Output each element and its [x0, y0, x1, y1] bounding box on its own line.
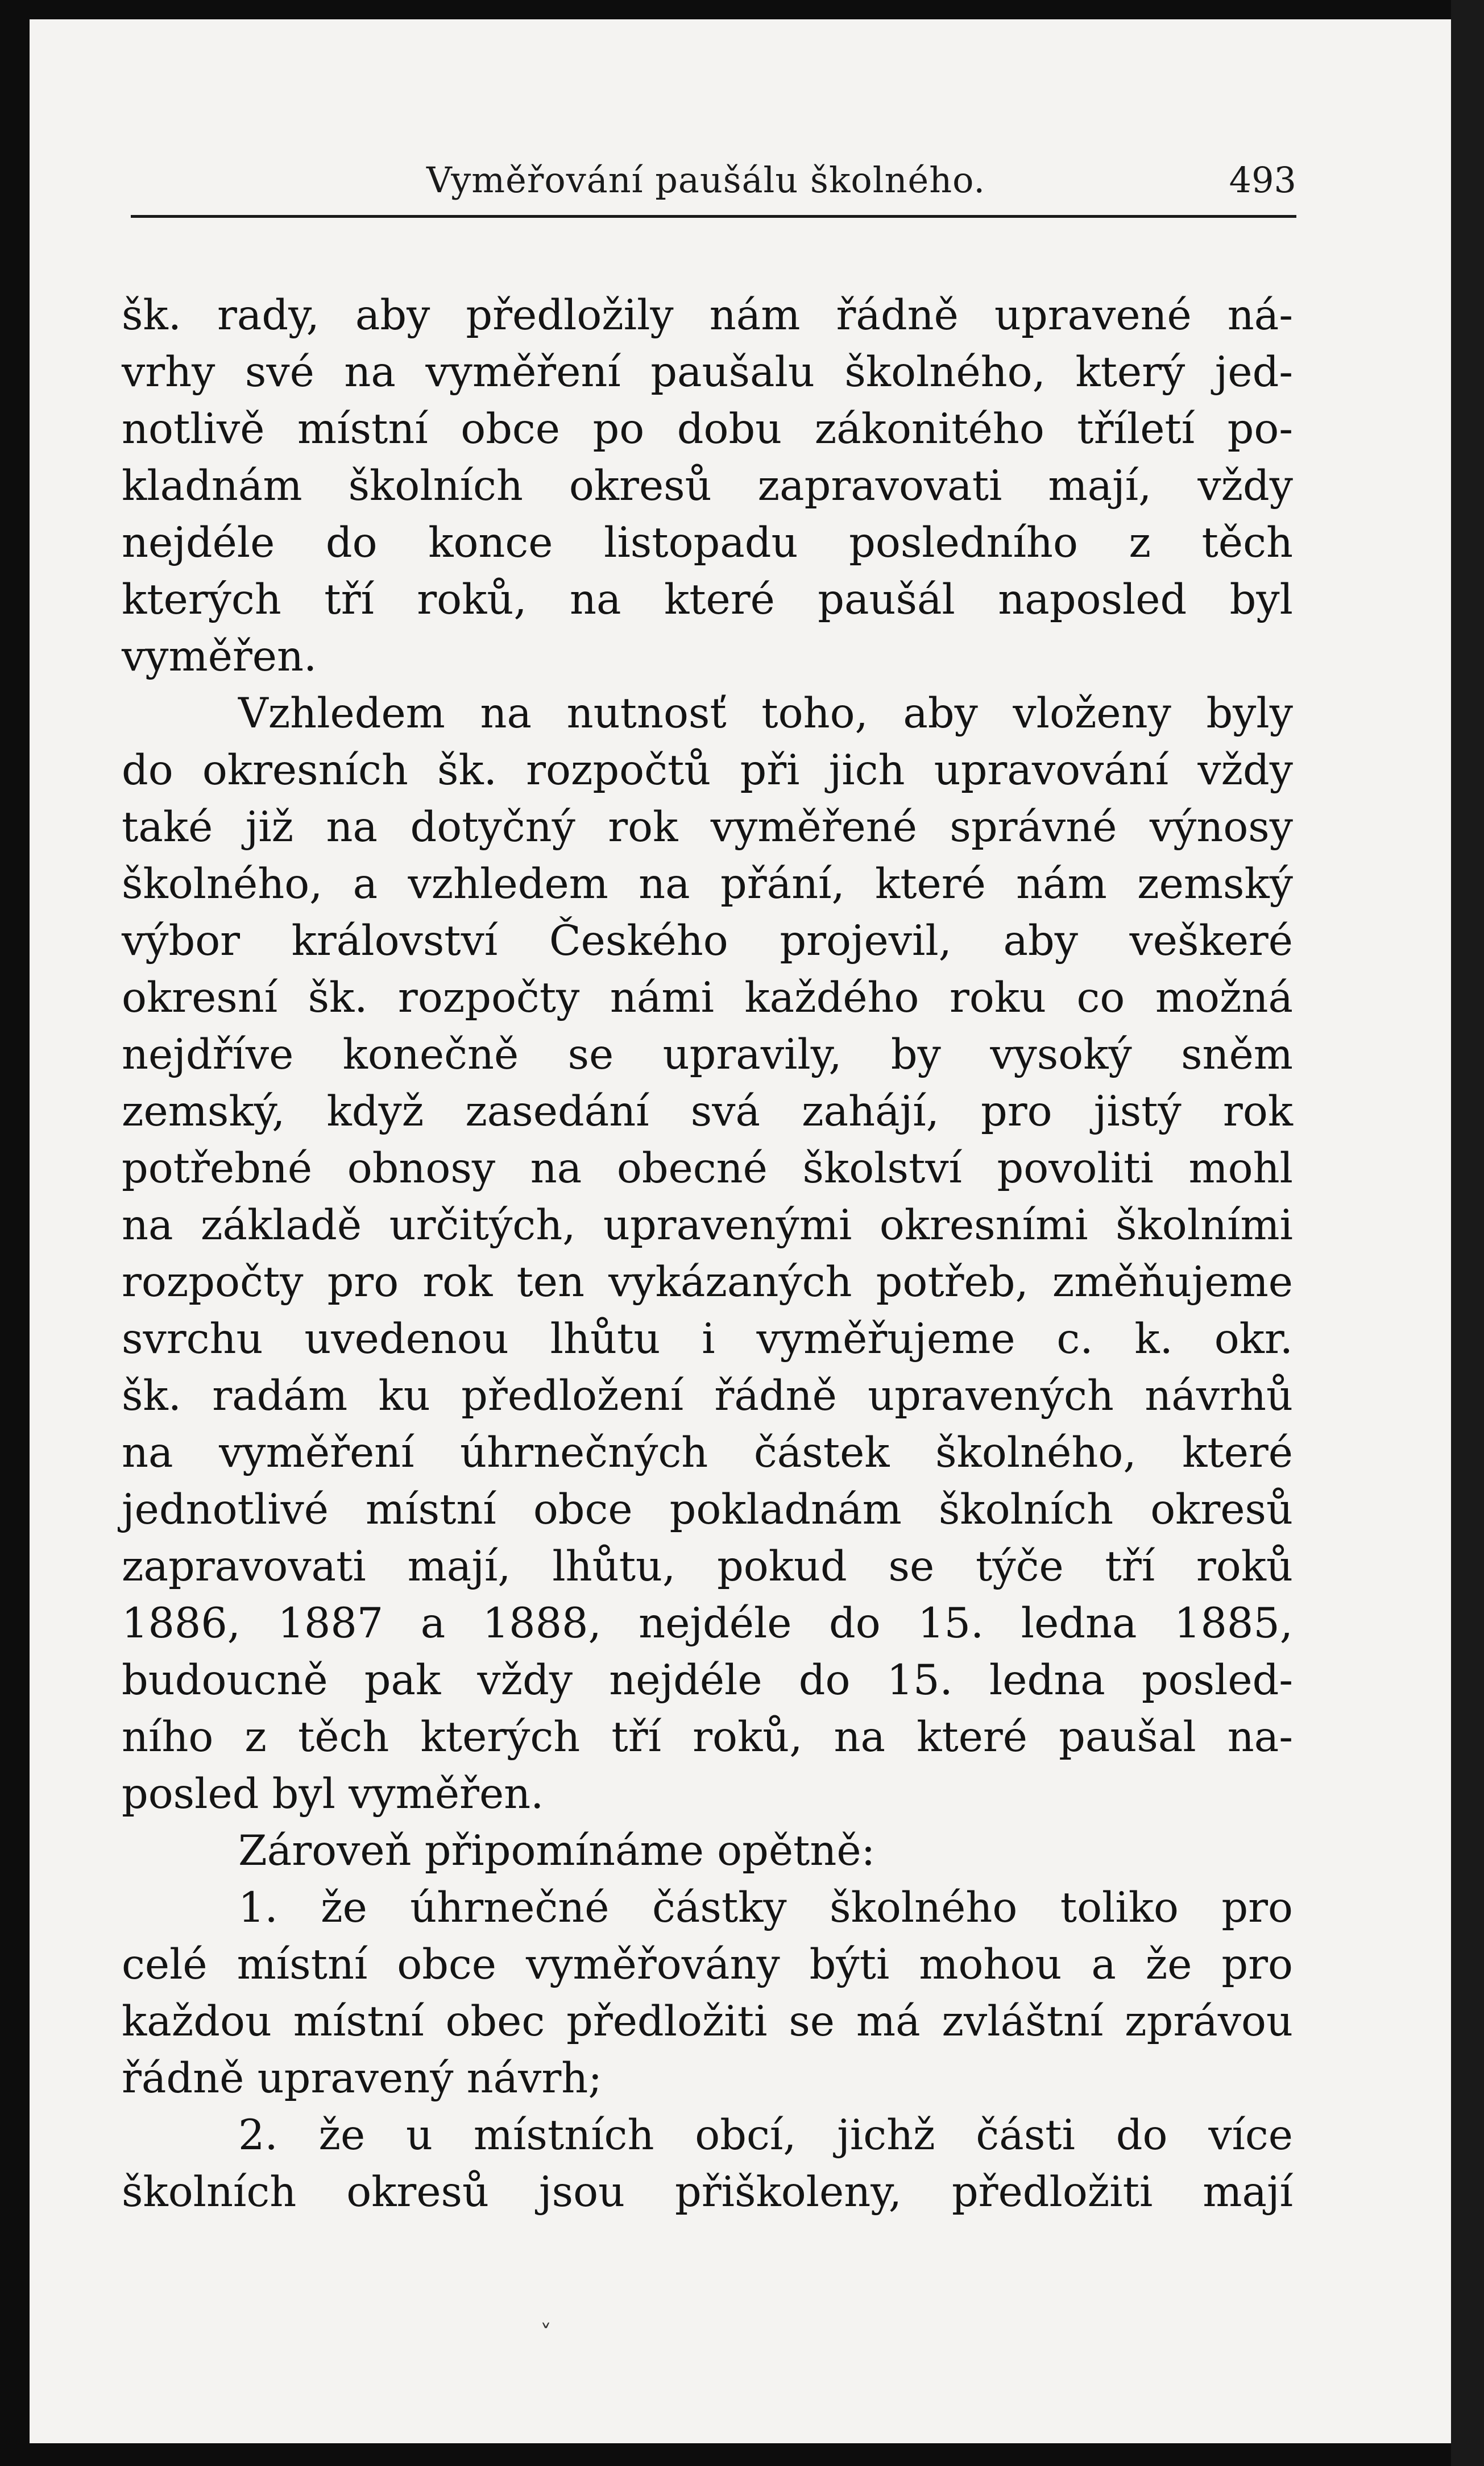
text-line: zemský, když zasedání svá zahájí, pro jistý rok — [122, 1087, 1293, 1136]
text-line: také již na dotyčný rok vyměřené správné výnosy — [122, 803, 1293, 851]
text-line: rozpočty pro rok ten vykázaných potřeb, změňujeme — [122, 1258, 1293, 1306]
text-line: šk. rady, aby předložily nám řádně upravené ná- — [122, 291, 1293, 340]
text-line: nejdéle do konce listopadu posledního z těch — [122, 519, 1293, 567]
text-line: 1886, 1887 a 1888, nejdéle do 15. ledna 1885, — [122, 1599, 1293, 1648]
text-line: Vzhledem na nutnosť toho, aby vloženy byly — [238, 689, 1293, 738]
text-line: notlivě místní obce po dobu zákonitého tříletí po- — [122, 405, 1293, 453]
text-line: jednotlivé místní obce pokladnám školních okresů — [122, 1486, 1293, 1534]
text-line: kladnám školních okresů zapravovati mají, vždy — [122, 462, 1293, 510]
body-text — [122, 287, 1293, 2221]
text-line: celé místní obce vyměřovány býti mohou a že pro — [122, 1940, 1293, 1989]
text-line: školních okresů jsou přiškoleny, předložiti mají — [122, 2168, 1293, 2216]
text-line: Zároveň připomínáme opětně: — [238, 1827, 876, 1875]
text-line: na vyměření úhrnečných částek školného, které — [122, 1429, 1293, 1477]
running-title: Vyměřování paušálu školného. — [426, 159, 986, 201]
page-header — [97, 136, 1296, 205]
header-rule — [131, 215, 1296, 218]
page-number: 493 — [1229, 159, 1296, 201]
text-line: každou místní obec předložiti se má zvláštní zprávou — [122, 1997, 1293, 2046]
text-line: na základě určitých, upravenými okresními školními — [122, 1201, 1293, 1249]
text-line: nejdříve konečně se upravily, by vysoký sněm — [122, 1031, 1293, 1079]
text-line: šk. radám ku předložení řádně upravených návrhů — [122, 1372, 1293, 1420]
scan-edge — [1451, 0, 1484, 2466]
text-line: školného, a vzhledem na přání, které nám zemský — [122, 860, 1293, 908]
text-line: do okresních šk. rozpočtů při jich upravování vždy — [122, 746, 1293, 795]
text-line: budoucně pak vždy nejdéle do 15. ledna posled- — [122, 1656, 1293, 1704]
text-line: potřebné obnosy na obecné školství povoliti mohl — [122, 1144, 1293, 1193]
text-line: řádně upravený návrh; — [122, 2054, 602, 2103]
text-line: kterých tří roků, na které paušál naposled byl — [122, 576, 1293, 624]
text-line: vrhy své na vyměření paušalu školného, který jed- — [122, 348, 1293, 396]
text-line: okresní šk. rozpočty námi každého roku co možná — [122, 974, 1293, 1022]
text-line: výbor království Českého projevil, aby veškeré — [122, 917, 1293, 965]
footer-mark: ˅ — [540, 2320, 552, 2347]
text-line: zapravovati mají, lhůtu, pokud se týče tří roků — [122, 1542, 1293, 1591]
text-line: ního z těch kterých tří roků, na které paušal na- — [122, 1713, 1293, 1761]
text-line: posled byl vyměřen. — [122, 1770, 544, 1818]
text-line: 1. že úhrnečné částky školného toliko pro — [238, 1884, 1293, 1932]
text-line: vyměřen. — [122, 632, 317, 681]
text-line: 2. že u místních obcí, jichž části do více — [238, 2111, 1293, 2159]
text-line: svrchu uvedenou lhůtu i vyměřujeme c. k. okr. — [122, 1315, 1293, 1363]
